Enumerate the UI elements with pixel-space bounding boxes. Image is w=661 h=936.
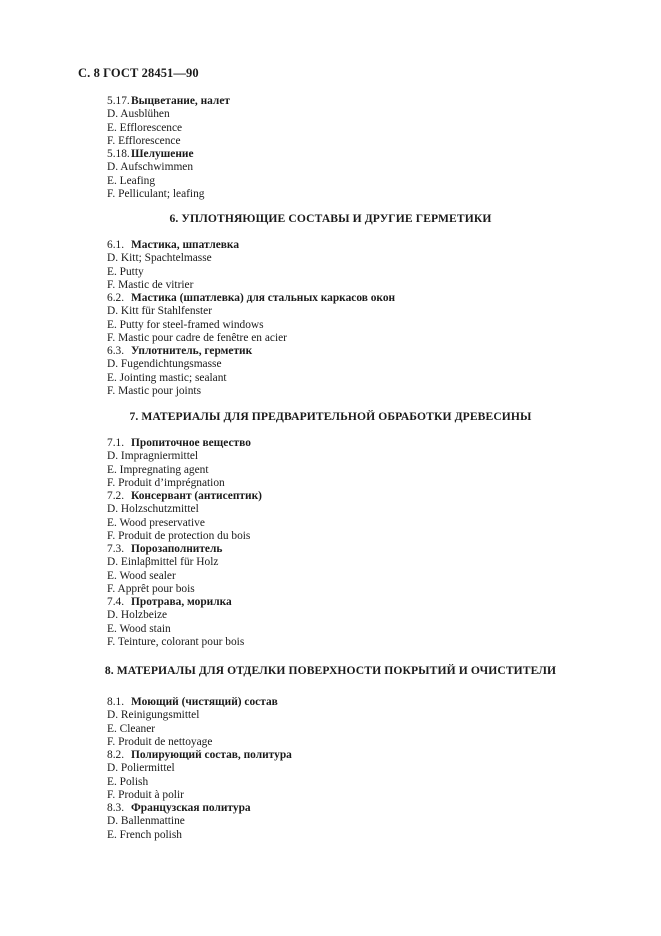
term-entry bbox=[107, 95, 627, 108]
term-entry bbox=[107, 490, 627, 503]
translation-line: F. Produit de protection du bois bbox=[107, 529, 251, 542]
term-title: Мастика, шпатлевка bbox=[131, 239, 240, 251]
term-number: 8.1. bbox=[107, 696, 125, 708]
term-entry bbox=[107, 543, 627, 556]
section-7-heading: 7. МАТЕРИАЛЫ ДЛЯ ПРЕДВАРИТЕЛЬНОЙ ОБРАБОТКИ ДРЕВЕСИНЫ bbox=[129, 410, 532, 423]
term-title: Французская политура bbox=[131, 802, 251, 814]
term-entry bbox=[107, 437, 627, 450]
term-entry bbox=[107, 696, 627, 709]
term-title: Выцветание, налет bbox=[131, 95, 230, 107]
term-number: 6.2. bbox=[107, 292, 125, 304]
translation-line: F. Produit de nettoyage bbox=[107, 735, 213, 748]
term-title: Моющий (чистящий) состав bbox=[131, 696, 278, 708]
section-7-list bbox=[107, 437, 627, 649]
term-entry bbox=[107, 596, 627, 609]
section-6-list bbox=[107, 239, 627, 398]
translation-line: D. Reinigungsmittel bbox=[107, 709, 200, 722]
translation-line: F. Mastic pour joints bbox=[107, 384, 202, 397]
translation-line: E. Wood stain bbox=[107, 622, 171, 635]
term-entry bbox=[107, 292, 627, 305]
translation-line: F. Produit d’imprégnation bbox=[107, 476, 225, 489]
term-number: 7.4. bbox=[107, 596, 125, 608]
term-title: Мастика (шпатлевка) для стальных каркасов окон bbox=[131, 292, 396, 304]
translation-line: D. Holzbeize bbox=[107, 609, 168, 622]
translation-line: D. Aufschwimmen bbox=[107, 161, 194, 174]
term-title: Консервант (антисептик) bbox=[131, 490, 262, 502]
translation-line: D. Ballenmattine bbox=[107, 815, 185, 828]
term-entry bbox=[107, 749, 627, 762]
block-5 bbox=[107, 95, 627, 201]
term-entry bbox=[107, 239, 627, 252]
term-number: 7.3. bbox=[107, 543, 125, 555]
translation-line: E. Putty for steel-framed windows bbox=[107, 318, 264, 331]
translation-line: F. Teinture, colorant pour bois bbox=[107, 635, 245, 648]
translation-line: E. French polish bbox=[107, 828, 182, 841]
term-number: 5.17. bbox=[107, 95, 130, 107]
translation-line: F. Efflorescence bbox=[107, 134, 181, 147]
term-title: Полирующий состав, политура bbox=[131, 749, 292, 761]
translation-line: D. Fugendichtungsmasse bbox=[107, 358, 222, 371]
translation-line: D. Holzschutzmittel bbox=[107, 503, 199, 516]
translation-line: F. Mastic pour cadre de fenêtre en acier bbox=[107, 331, 287, 344]
translation-line: E. Cleaner bbox=[107, 722, 156, 735]
translation-line: D. Einlaβmittel für Holz bbox=[107, 556, 219, 569]
term-title: Шелушение bbox=[131, 148, 194, 160]
translation-line: F. Apprêt pour bois bbox=[107, 582, 195, 595]
term-number: 7.2. bbox=[107, 490, 125, 502]
section-6-heading: 6. УПЛОТНЯЮЩИЕ СОСТАВЫ И ДРУГИЕ ГЕРМЕТИКИ bbox=[169, 212, 492, 225]
term-number: 6.1. bbox=[107, 239, 125, 251]
term-entry bbox=[107, 148, 627, 161]
term-number: 5.18. bbox=[107, 148, 130, 160]
translation-line: D. Ausblühen bbox=[107, 108, 170, 121]
section-8-list bbox=[107, 696, 627, 842]
page-header: С. 8 ГОСТ 28451—90 bbox=[78, 66, 199, 80]
term-title: Уплотнитель, герметик bbox=[131, 345, 253, 357]
translation-line: E. Wood sealer bbox=[107, 569, 176, 582]
translation-line: F. Mastic de vitrier bbox=[107, 278, 194, 291]
term-number: 7.1. bbox=[107, 437, 125, 449]
term-title: Протрава, морилка bbox=[131, 596, 232, 608]
translation-line: E. Efflorescence bbox=[107, 121, 183, 134]
translation-line: E. Jointing mastic; sealant bbox=[107, 371, 227, 384]
translation-line: D. Kitt für Stahlfenster bbox=[107, 305, 213, 318]
term-number: 6.3. bbox=[107, 345, 125, 357]
translation-line: E. Impregnating agent bbox=[107, 463, 209, 476]
term-number: 8.3. bbox=[107, 802, 125, 814]
term-number: 8.2. bbox=[107, 749, 125, 761]
translation-line: D. Impragniermittel bbox=[107, 450, 199, 463]
translation-line: D. Poliermittel bbox=[107, 762, 175, 775]
translation-line: F. Produit à polir bbox=[107, 788, 184, 801]
translation-line: E. Polish bbox=[107, 775, 149, 788]
term-entry bbox=[107, 345, 627, 358]
term-title: Порозаполнитель bbox=[131, 543, 223, 555]
term-entry bbox=[107, 802, 627, 815]
translation-line: E. Leafing bbox=[107, 174, 156, 187]
translation-line: E. Putty bbox=[107, 265, 144, 278]
term-title: Пропиточное вещество bbox=[131, 437, 251, 449]
translation-line: F. Pelliculant; leafing bbox=[107, 187, 205, 200]
translation-line: E. Wood preservative bbox=[107, 516, 205, 529]
section-8-heading: 8. МАТЕРИАЛЫ ДЛЯ ОТДЕЛКИ ПОВЕРХНОСТИ ПОКРЫТИЙ И ОЧИСТИТЕЛИ bbox=[104, 664, 557, 677]
translation-line: D. Kitt; Spachtelmasse bbox=[107, 252, 212, 265]
